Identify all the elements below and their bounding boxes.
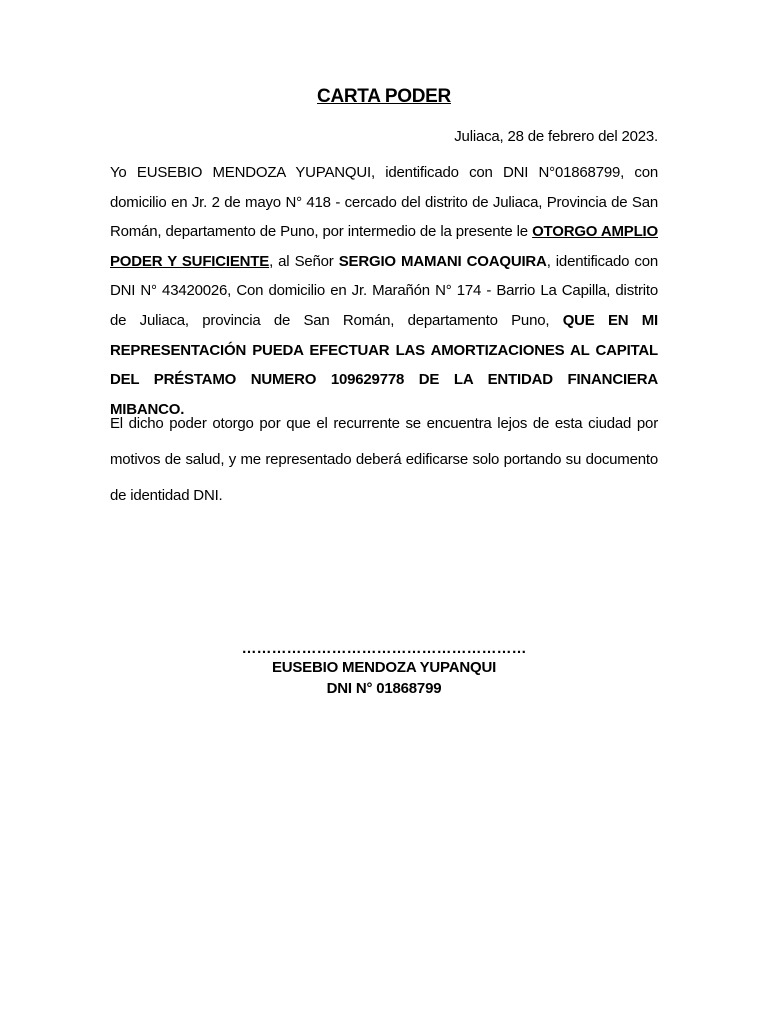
purpose-statement: QUE EN MI REPRESENTACIÓN PUEDA EFECTUAR LAS AMORTIZACIONES AL CAPITAL DEL PRÉSTAMO NUMERO 109629778 DE LA ENTIDAD FINANCIERA MIBANCO. bbox=[110, 311, 659, 418]
to-prefix: , al Señor bbox=[269, 252, 339, 270]
grant-statement: OTORGO AMPLIO PODER Y SUFICIENTE bbox=[110, 223, 658, 270]
paragraph-intro: Yo EUSEBIO MENDOZA YUPANQUI, identificado con DNI N°01868799, con domicilio en Jr. 2 de mayo N° 418 - cercado del distrito de Juliaca, Provincia de San Román, departamento de Puno, por intermedio de la presente le bbox=[110, 164, 658, 241]
agent-details: , identificado con DNI N° 43420026, Con domicilio en Jr. Marañón N° 174 - Barrio La Capilla, distrito de Juliaca, provincia de San Román, departamento Puno, bbox=[110, 252, 658, 329]
agent-name: SERGIO MAMANI COAQUIRA bbox=[338, 252, 547, 270]
document-title: CARTA PODER bbox=[317, 86, 451, 107]
reason-paragraph: El dicho poder otorgo por que el recurrente se encuentra lejos de esta ciudad por motivos de salud, y me representado deberá edificarse solo portando su documento de identidad DNI. bbox=[110, 415, 658, 504]
main-paragraph bbox=[110, 158, 658, 424]
signature-line: ………………………………………………… bbox=[241, 640, 527, 657]
signer-name: EUSEBIO MENDOZA YUPANQUI bbox=[271, 659, 497, 676]
document-date: Juliaca, 28 de febrero del 2023. bbox=[454, 128, 658, 145]
signer-dni: DNI N° 01868799 bbox=[326, 680, 442, 697]
